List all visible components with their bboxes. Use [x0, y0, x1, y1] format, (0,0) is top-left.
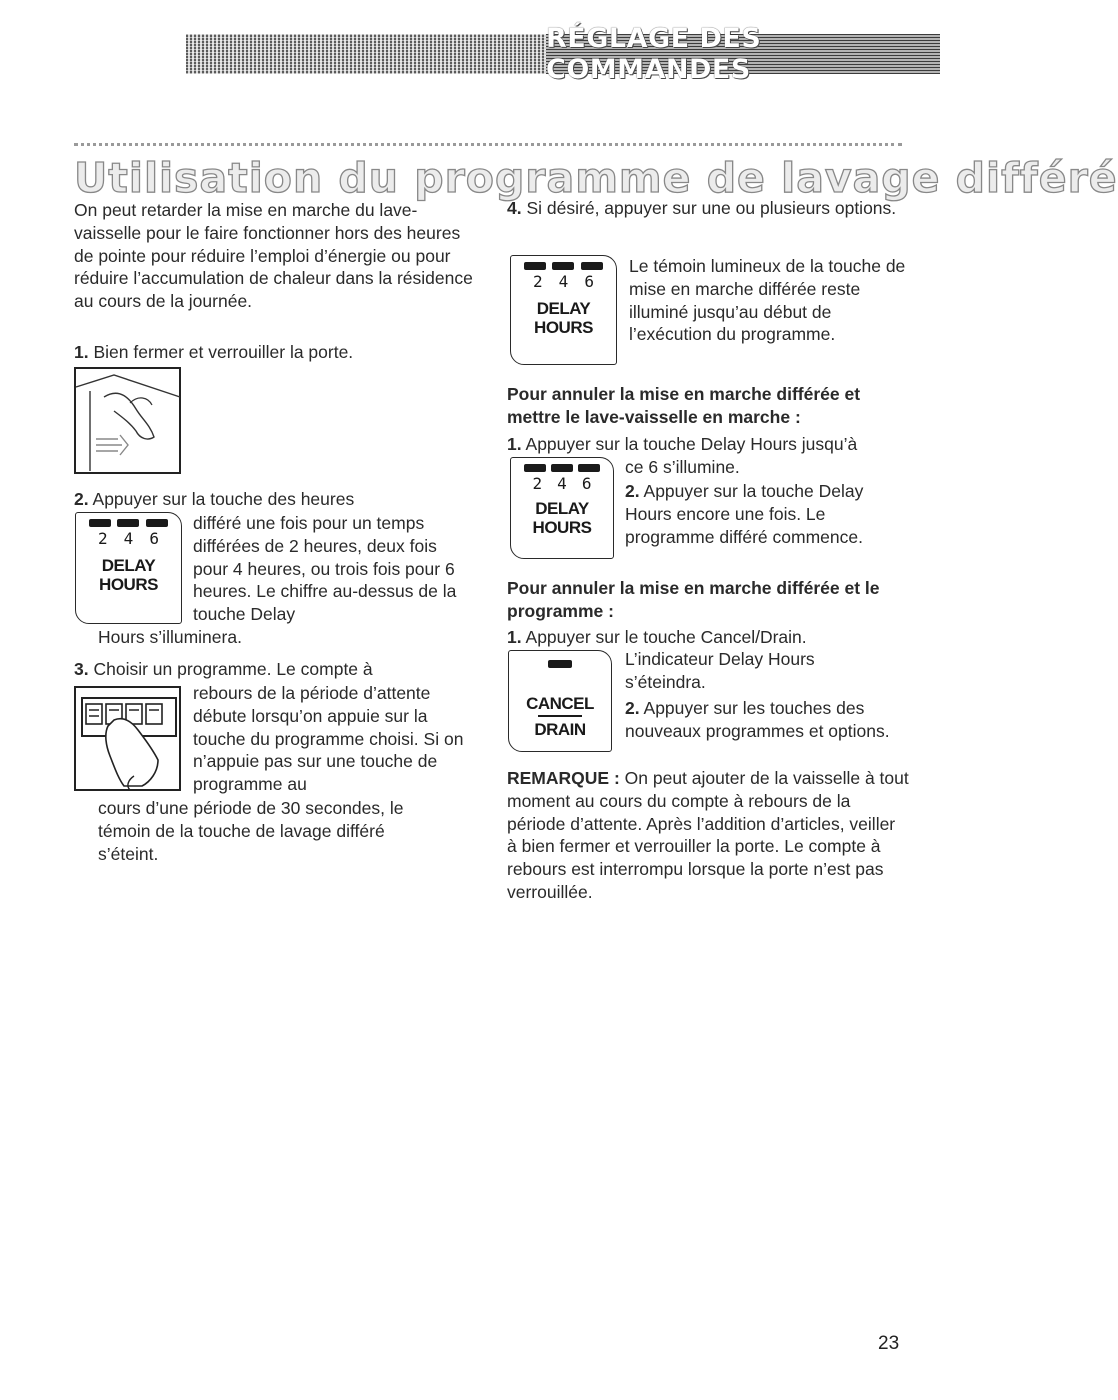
page-number: 23 [878, 1333, 900, 1354]
dotted-divider [74, 143, 902, 146]
step-2-lead: Appuyer sur la touche des heures [92, 489, 355, 509]
cd-step-1-side-text: ce 6 s’illumine. [625, 457, 740, 477]
cancel-drain-key [508, 650, 612, 752]
step-1 [74, 341, 474, 364]
section-title: Utilisation du programme de lavage différé [74, 154, 1118, 202]
cancel-led-row [509, 651, 611, 668]
hours-label: HOURS [99, 575, 158, 594]
banner-title-box [546, 23, 940, 85]
hour-4-label: 4 [557, 474, 567, 493]
led-indicator [524, 464, 546, 472]
step-3-number: 3. [74, 659, 89, 679]
hour-2-label: 2 [533, 272, 543, 291]
hour-6-label: 6 [581, 474, 592, 493]
hours-label: HOURS [532, 518, 592, 537]
cancel-delay-step-1 [507, 433, 917, 456]
cancel-delay-heading: Pour annuler la mise en marche différée et mettre le lave-vaisselle en marche : [507, 384, 861, 427]
step-2-number: 2. [74, 489, 89, 509]
note-text: On peut ajouter de la vaisselle à tout moment au cours du compte à rebours de la période d’attente. Après l’addition d’articles, veiller à bien fermer et verrouiller la porte. Le compte à rebours est interrompu lorsque la porte n’est pas verrouillée. [507, 768, 909, 902]
delay-hour-numbers [76, 527, 181, 548]
delay-led-row [76, 513, 181, 527]
drain-label: DRAIN [534, 720, 586, 739]
delay-label: DELAY [536, 299, 591, 318]
hours-label: HOURS [534, 318, 593, 337]
delay-hours-key-1 [75, 512, 182, 624]
hour-4-label: 4 [123, 529, 134, 548]
step-2-side-text: différé une fois pour un temps différées de 2 heures, deux fois pour 4 heures, ou trois fois pour 6 heures. Le chiffre au-dessus de la touche Delay [193, 513, 457, 625]
led-indicator [552, 262, 574, 270]
step-4-text: Si désiré, appuyer sur une ou plusieurs options. [526, 198, 897, 218]
led-indicator [581, 262, 603, 270]
cd-step-1-lead: Appuyer sur la touche Delay Hours jusqu’à [525, 434, 858, 454]
hour-4-label: 4 [558, 272, 569, 291]
led-indicator [117, 519, 139, 527]
cancel-all-step-2 [625, 697, 910, 743]
cancel-all-heading: Pour annuler la mise en marche différée et le programme : [507, 578, 880, 621]
hour-2-label: 2 [532, 474, 543, 493]
door-latch-illustration [74, 367, 182, 475]
led-indicator [551, 464, 573, 472]
delay-led-row [511, 458, 613, 472]
hour-6-label: 6 [584, 272, 594, 291]
delay-hour-numbers [511, 472, 613, 493]
ca-step-2-text: Appuyer sur les touches des nouveaux programmes et options. [625, 698, 890, 741]
cd-step-2-number: 2. [625, 481, 640, 501]
program-button-illustration [74, 686, 182, 792]
led-indicator [548, 660, 572, 668]
ca-step-1-side-text: L’indicateur Delay Hours s’éteindra. [625, 649, 815, 692]
delay-hours-key-3 [510, 457, 614, 559]
step-2-tail-text: Hours s’illuminera. [98, 627, 242, 647]
step-4 [507, 197, 907, 220]
delay-hour-numbers [511, 270, 616, 291]
step-4-number: 4. [507, 198, 522, 218]
hour-2-label: 2 [98, 529, 108, 548]
banner-texture [186, 34, 546, 74]
cd-step-2-text: Appuyer sur la touche Delay Hours encore une fois. Le programme différé commence. [625, 481, 864, 547]
ca-step-2-number: 2. [625, 698, 640, 718]
led-indicator [578, 464, 600, 472]
step-1-text: Bien fermer et verrouiller la porte. [93, 342, 354, 362]
cancel-label: CANCEL [526, 694, 594, 713]
note-label: REMARQUE : [507, 768, 620, 788]
cancel-delay-step-2 [625, 480, 910, 548]
led-indicator [146, 519, 168, 527]
led-indicator [524, 262, 546, 270]
step-4-side-text: Le témoin lumineux de la touche de mise en marche différée reste illuminé jusqu’au début de l’exécution du programme. [629, 256, 906, 345]
hour-6-label: 6 [149, 529, 159, 548]
step-3 [74, 658, 474, 681]
ca-step-1-lead: Appuyer sur le touche Cancel/Drain. [525, 627, 807, 647]
step-3-lead: Choisir un programme. Le compte à [93, 659, 373, 679]
cd-step-1-number: 1. [507, 434, 522, 454]
delay-label: DELAY [101, 556, 156, 575]
intro-paragraph: On peut retarder la mise en marche du lave-vaisselle pour le faire fonctionner hors des heures de pointe pour réduire l’emploi d’énergie ou pour réduire l’accumulation de chaleur dans la résidence au cours de la journée. [74, 200, 473, 312]
ca-step-1-number: 1. [507, 627, 522, 647]
delay-led-row [511, 256, 616, 270]
step-1-number: 1. [74, 342, 89, 362]
cancel-drain-divider [538, 715, 582, 717]
cancel-all-step-1 [507, 626, 917, 649]
step-2 [74, 488, 474, 511]
delay-label: DELAY [535, 499, 589, 518]
banner-title: RÉGLAGE DES COMMANDES [546, 23, 762, 85]
led-indicator [89, 519, 111, 527]
delay-hours-key-2 [510, 255, 617, 365]
step-3-side-text: rebours de la période d’attente débute lorsqu’on appuie sur la touche du programme choisi. Si on n’appuie pas sur une touche de programme au [193, 683, 464, 795]
note-paragraph [507, 767, 909, 904]
step-3-tail-text: cours d’une période de 30 secondes, le témoin de la touche de lavage différé s’éteint. [98, 798, 404, 864]
